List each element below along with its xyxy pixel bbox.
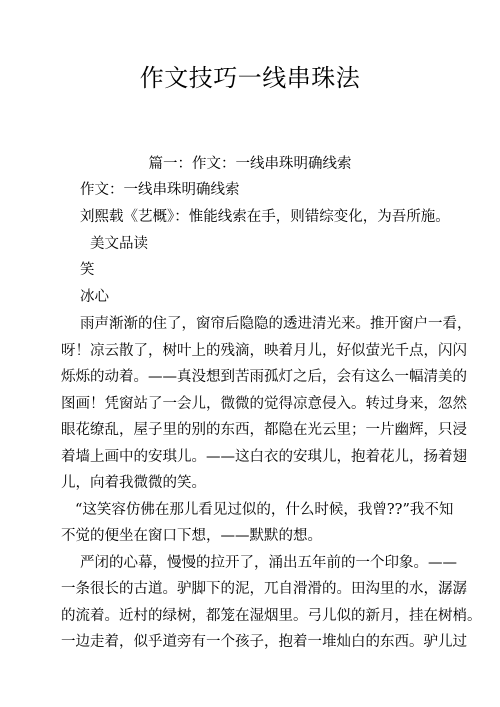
- text-line: 儿，向着我微微的笑。: [61, 475, 206, 491]
- text-line: 一边走着，似乎道旁有一个孩子，抱着一堆灿白的东西。驴儿过: [61, 634, 467, 650]
- text-line: 美文品读: [90, 236, 148, 252]
- text-line: 雨声渐渐的住了，窗帘后隐隐的透进清光来。推开窗户一看，: [80, 316, 472, 332]
- document-title: 作文技巧一线串珠法: [139, 64, 361, 92]
- text-line: 刘熙载《艺概》：惟能线索在手，则错综变化，为吾所施。: [80, 209, 450, 225]
- text-line: 烁烁的动着。——真没想到苦雨孤灯之后，会有这么一幅清美的: [61, 369, 467, 385]
- text-line: 的流着。近村的绿树，都笼在湿烟里。弓儿似的新月，挂在树梢。: [61, 608, 482, 624]
- text-line: 作文：一线串珠明确线索: [80, 182, 240, 198]
- text-line: 着墙上画中的安琪儿。——这白衣的安琪儿，抱着花儿，扬着翅: [61, 449, 467, 465]
- text-line: 眼花缭乱，屋子里的别的东西，都隐在光云里；一片幽辉，只浸: [61, 422, 467, 438]
- text-line: 冰心: [80, 289, 109, 305]
- text-line: 一条很长的古道。驴脚下的泥，兀自滑滑的。田沟里的水，潺潺: [61, 581, 467, 597]
- text-line: 笑: [80, 262, 95, 278]
- text-line: 呀！凉云散了，树叶上的残滴，映着月儿，好似萤光千点，闪闪: [61, 343, 467, 359]
- text-line: 严闭的心幕，慢慢的拉开了，涌出五年前的一个印象。——: [80, 555, 457, 571]
- text-line: “这笑容仿佛在那儿看见过似的，什么时候，我曾??”我不知: [75, 502, 454, 518]
- section-heading: 篇一：作文：一线串珠明确线索: [148, 156, 352, 172]
- text-line: 不觉的便坐在窗口下想，——默默的想。: [61, 528, 322, 544]
- text-line: 图画！凭窗站了一会儿，微微的觉得凉意侵入。转过身来，忽然: [61, 396, 467, 412]
